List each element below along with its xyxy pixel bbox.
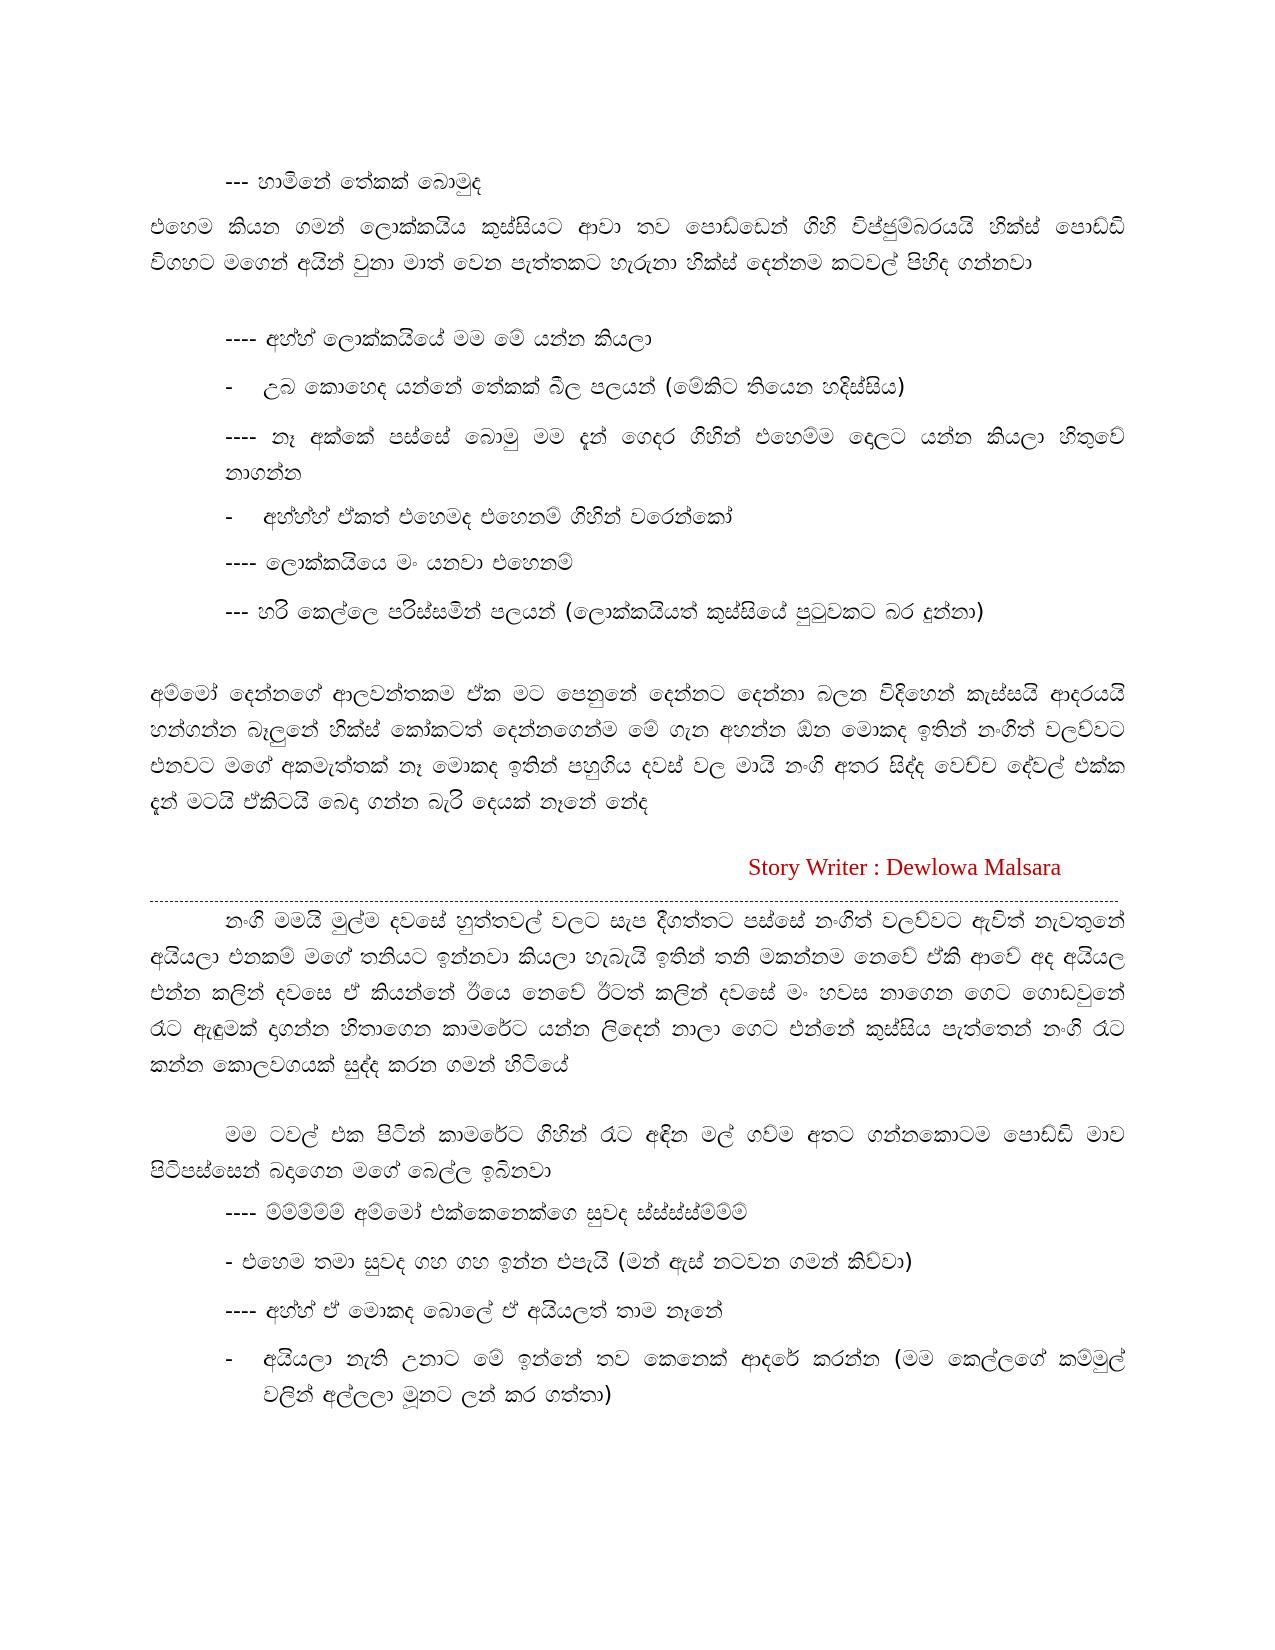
dialogue-list-item	[225, 1342, 1125, 1414]
narrative-paragraph: නංගි මමයි මුල්ම දවසේ හුත්තවල් වලට සැප දීගත්තට පස්සේ නංගිත් වලව්වට ඇවිත් නැවතුනේ අයියලා එනකම් මගේ තනියට ඉන්නවා කියලා හැබැයි ඉතින් තනි මකන්නම නෙවේ ඒකි ආවේ අද අයියල එන්න කලින් දවසෙ ඒ කියන්නේ ඊයෙ නෙවේ ඊටත් කලින් දවසේ මං හවස නාගෙන ගෙට ගොඩවුනේ රෑට ඇඳුමක් දාගන්න හිතාගෙන කාමරේට යන්න ලිදෙන් නාලා ගෙට එන්නේ කුස්සිය පැත්තෙන් නංගි රෑට කන්න කොලවගයක් සුද්ද කරන ගමන් හිටියේ	[150, 909, 1125, 1078]
dialogue-text: අහ්හ්හ් ඒකත් එහෙමද එහෙනම් ගිහින් වරෙන්කෝ	[263, 505, 733, 530]
dialogue-list-item	[225, 500, 1125, 536]
dialogue-line: ---- අහ්හ් ඒ මොකද බොලේ ඒ අයියලත් තාම නෑනේ	[225, 1299, 723, 1324]
section-divider	[150, 901, 1118, 902]
dialogue-text: උබ කොහෙද යන්නේ තේකක් බීල පලයන් (මේකිට තියෙන හදිස්සිය)	[263, 375, 906, 400]
dialogue-list-item	[225, 370, 1125, 406]
dialogue-line: --- හරි කෙල්ලෙ පරිස්සමින් පලයන් (ලොක්කයියත් කුස්සියේ පුටුවකට බර දුන්නා)	[225, 600, 985, 625]
dialogue-line: ---- නෑ අක්කේ පස්සේ බොමු මම දැන් ගෙදර ගිහින් එහෙම්ම දොලට යන්න කියලා හිතුවේ නාගන්න	[225, 425, 1125, 486]
dialogue-line: --- හාමිනේ තේකක් බොමුද	[225, 170, 482, 195]
narrative-paragraph: අම්මෝ දෙන්නගේ ආලවන්තකම ඒක මට පෙනුනේ දෙන්නට දෙන්නා බලන විදිහෙන් කැස්සයි ආදරයයි හන්ගන්න බෑලුනේ හික්ස් කෝකටත් දෙන්නගෙන්ම මේ ගැන අහන්න ඕන මොකද ඉතින් නංගිත් වලව්වට එනවට මගේ අකමැත්තක් නෑ මොකද ඉතින් පහුගිය දවස් වල මායි නංගි අතර සිද්ද වෙච්ච දේවල් එක්ක දැන් මටයි ඒකිටයි බෙදා ගන්න බැරි දෙයක් නෑනේ නේද	[150, 682, 1125, 815]
list-marker: -	[225, 1347, 233, 1372]
narrative-paragraph: එහෙම කියන ගමන් ලොක්කයිය කුස්සියට ආවා තව පොඩ්ඩෙන් ගිහි විප්ජුම්බරයයි හික්ස් පොඩ්ඩි විගහට මගෙන් අයින් වුනා මාත් වෙන පැත්තකට හැරුනා හික්ස් දෙන්නම කටවල් පිහිද ගන්නවා	[150, 215, 1125, 276]
dialogue-line: ---- ලොක්කයියෙ මං යනවා එහෙනම්	[225, 551, 574, 576]
dialogue-line: ---- අහ්හ් ලොක්කයියේ මම මේ යන්න කියලා	[225, 327, 652, 352]
narrative-paragraph: මම ටවල් එක පිටින් කාමරේට ගිහින් රෑට අඳින මල් ගව්ම අතට ගන්නකොටම පොඩ්ඩි මාව පිටිපස්සෙන් බදාගෙන මගේ බෙල්ල ඉබිනවා	[150, 1123, 1125, 1184]
dialogue-text: අයියලා නැති උනාට මේ ඉන්නේ තව කෙනෙක් ආදරේ කරන්න (මම කෙල්ලගේ කම්මුල් වලින් අල්ලලා මූනට ලන් කර ගත්තා)	[263, 1347, 1125, 1408]
list-marker: -	[225, 505, 233, 530]
story-writer-credit: Story Writer : Dewlowa Malsara	[748, 855, 1062, 881]
list-marker: -	[225, 375, 233, 400]
dialogue-line: ---- ම්ම්ම්ම්ම් අම්මෝ එක්කෙනෙක්ගෙ සුවද ස්ස්ස්ස්ම්ම්ම්	[225, 1201, 748, 1226]
dialogue-line: - එහෙම තමා සුවද ගහ ගහ ඉන්න එපැයි (මන් ඇස් නටවන ගමන් කිව්වා)	[225, 1250, 913, 1275]
